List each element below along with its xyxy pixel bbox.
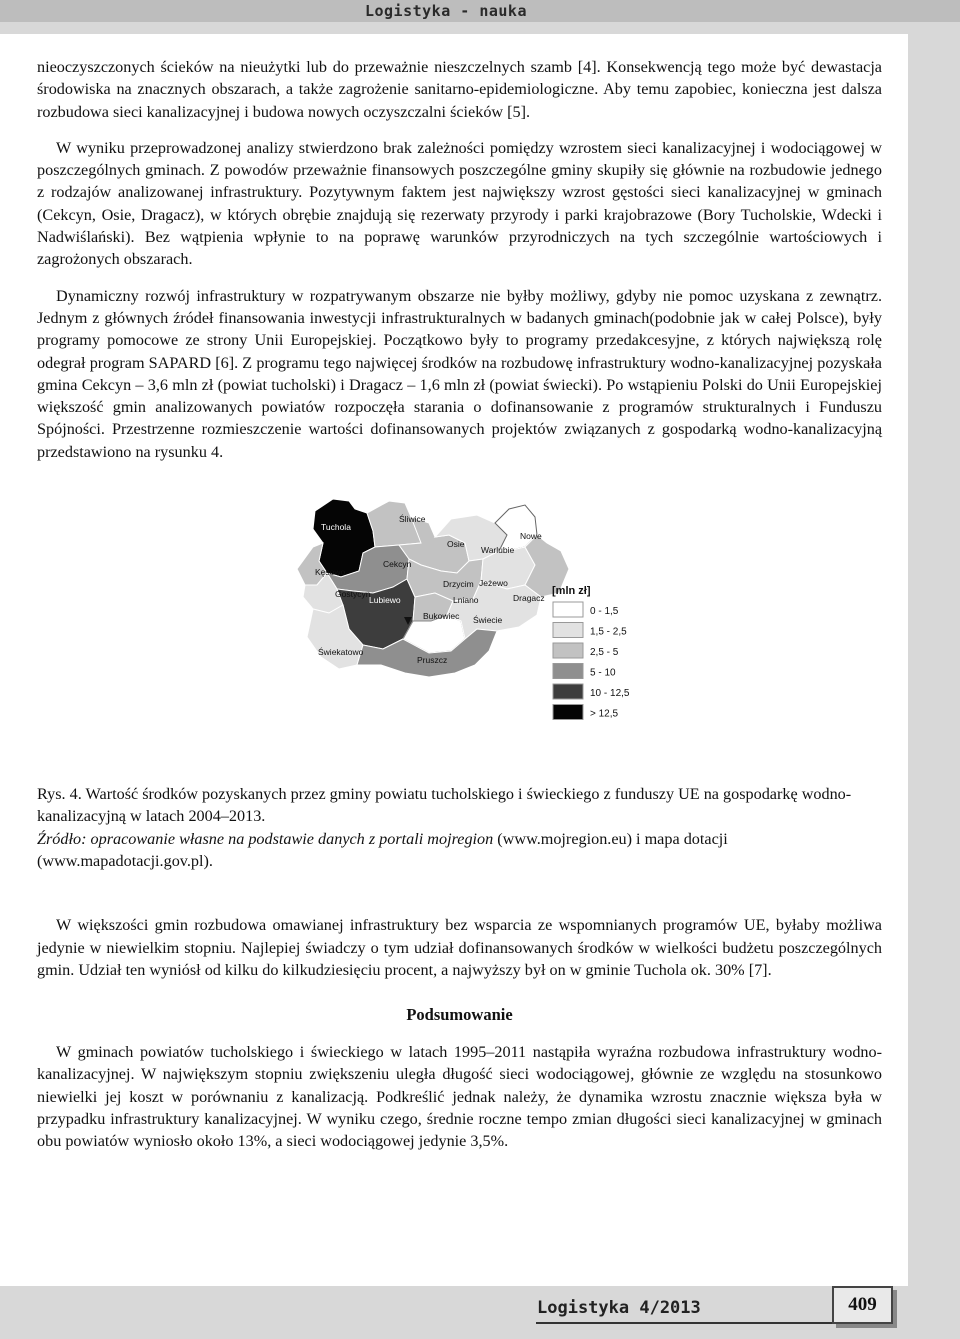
paragraph-1: nieoczyszczonych ścieków na nieużytki lub do przeważnie nieszczelnych szamb [4]. Konsekwencją tego może być dewastacja środowiska na znacznych obszarach, a także zagrożenie sanitarno-epidemiologiczne. Aby temu zapobiec, konieczna jest dalsza rozbudowa sieci kanalizacyjnej i budowa nowych oczyszczalni ścieków [5]. <box>37 58 882 121</box>
paragraph-5: W gminach powiatów tucholskiego i świeckiego w latach 1995–2011 nastąpiła wyraźna rozbudowa infrastruktury wodno-kanalizacyjnej. W największym stopniu zwiększeniu uległa długość sieci wodociągowej, głównie ze względu na stosunkowo niewielki jej koszt w porównaniu z kanalizacją. Podkreślić jednak należy, że dynamika wzrostu znacznie większa była w przypadku infrastruktury kanalizacyjnej. W wyniku czego, średnie roczne tempo zmian długości sieci kanalizacyjnej w gminach obu powiatów wyniosło około 13%, a sieci wodociągowej jedynie 3,5%. <box>37 1043 882 1151</box>
section-heading: Podsumowanie <box>406 1005 513 1025</box>
figure-map <box>37 489 882 759</box>
map-legend <box>552 585 630 720</box>
legend-swatch <box>553 602 583 617</box>
journal-section-label: Logistyka - nauka <box>364 2 527 20</box>
choropleth-map <box>37 489 882 759</box>
label-lniano: Lniano <box>453 595 479 606</box>
footer-rule <box>536 1322 832 1324</box>
page-number: 409 <box>832 1286 893 1324</box>
label-cekcyn: Cekcyn <box>383 559 412 570</box>
label-nowe: Nowe <box>520 531 542 542</box>
page <box>0 34 908 1286</box>
source-rest: (www.mojregion.eu) i mapa dotacji (www.mapadotacji.gov.pl). <box>37 829 728 870</box>
legend-title: [mln zł] <box>552 585 591 598</box>
label-pruszcz: Pruszcz <box>417 655 448 666</box>
footer <box>0 1286 960 1339</box>
legend-label: 5 - 10 <box>590 667 616 679</box>
caption-text <box>37 783 882 828</box>
label-osie: Osie <box>447 539 465 550</box>
paragraph-4: W większości gmin rozbudowa omawianej infrastruktury bez wsparcia ze wspomnianych programów UE, byłaby możliwa jedynie w niewielkim stopniu. Najlepiej świadczy o tym udział dofinansowanych środków w wielkości budżetu poszczególnych gmin. Udział ten wyniósł od kilku do kilkudziesięciu procent, a najwyższy był on w gminie Tuchola ok. 30% [7]. <box>37 916 882 979</box>
legend-label: 0 - 1,5 <box>590 606 619 618</box>
figure-caption <box>37 783 882 872</box>
article-body <box>37 56 882 1153</box>
legend-label: > 12,5 <box>590 708 619 720</box>
figure-source <box>37 828 882 873</box>
legend-label: 10 - 12,5 <box>590 688 630 700</box>
legend-label: 1,5 - 2,5 <box>590 626 627 638</box>
legend-swatch <box>553 684 583 699</box>
legend-swatch <box>553 664 583 679</box>
label-swiecie: Świecie <box>473 615 503 626</box>
paragraph-3: Dynamiczny rozwój infrastruktury w rozpatrywanym obszarze nie byłby możliwy, gdyby nie pomoc uzyskana z zewnątrz. Jednym z głównych źródeł finansowania inwestycji infrastrukturalnych w badanych gminach(podobnie jak w całej Polsce), były programy pomocowe ze strony Unii Europejskiej. Początkowo były to programy przedakcesyjne, z których największą rolę odegrał program SAPARD [6]. Z programu tego najwięcej środków na rozbudowę infrastruktury wodno-kanalizacyjnej pozyskała gmina Cekcyn – 3,6 mln zł (powiat tucholski) i Dragacz – 1,6 mln zł (powiat świecki). Po wstąpieniu Polski do Unii Europejskiej większość gmin analizowanych powiatów rozpoczęła starania o dofinansowanie z programów strukturalnych i Funduszu Spójności. Przestrzenne rozmieszczenie wartości dofinansowanych projektów związanych z gospodarką wodno-kanalizacyjną przedstawiono na rysunku 4. <box>37 286 882 461</box>
legend-swatch <box>553 705 583 720</box>
label-kesowo: Kęsowo <box>315 567 346 578</box>
label-tuchola: Tuchola <box>321 522 351 533</box>
label-jezewo: Jeżewo <box>479 578 508 589</box>
label-swiekatowo: Świekatowo <box>318 647 364 658</box>
label-warlubie: Warlubie <box>481 545 515 556</box>
legend-swatch <box>553 643 583 658</box>
journal-issue: Logistyka 4/2013 <box>537 1298 701 1318</box>
paragraph-2: W wyniku przeprowadzonej analizy stwierdzono brak zależności pomiędzy wzrostem sieci kanalizacyjnej i wodociągowej w poszczególnych gminach. Z powodów przeważnie finansowych poszczególne gminy skupiły się głównie na rozbudowie jednego z rodzajów analizowanej infrastruktury. Pozytywnym faktem jest największy wzrost gęstości sieci kanalizacyjnej w gminach (Cekcyn, Osie, Dragacz), w których obrębie znajdują się rezerwaty przyrody i parki krajobrazowe (Bory Tucholskie, Wdecki i Nadwiślański). Bez wątpienia wpłynie to na poprawę warunków przyrodniczych na tych szczególnie wartościowych i zagrożonych obszarach. <box>37 138 882 269</box>
label-gostycyn: Gostycyn <box>335 589 371 600</box>
legend-swatch <box>553 623 583 638</box>
top-header-bar <box>0 0 960 22</box>
label-dragacz: Dragacz <box>513 593 545 604</box>
label-lubiewo: Lubiewo <box>369 595 401 606</box>
legend-label: 2,5 - 5 <box>590 647 619 659</box>
caption-body: Wartość środków pozyskanych przez gminy powiatu tucholskiego i świeckiego z funduszy UE na gospodarkę wodno-kanalizacyjną w latach 2004–2013. <box>37 785 852 826</box>
label-drzycim: Drzycim <box>443 579 474 590</box>
source-italic: Źródło: opracowanie własne na podstawie danych z portali mojregion <box>37 829 494 848</box>
label-bukowiec: Bukowiec <box>423 611 460 622</box>
caption-label: Rys. 4. <box>37 785 82 804</box>
label-sliwice: Śliwice <box>399 514 426 525</box>
